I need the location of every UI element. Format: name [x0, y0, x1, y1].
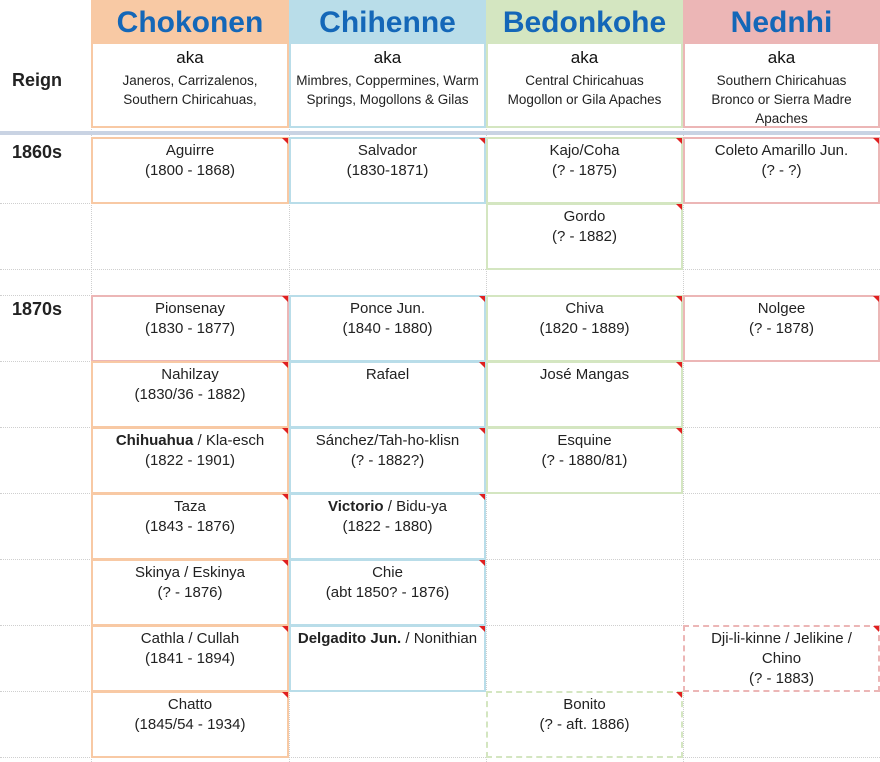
leader-dates: (? - 1883) — [748, 670, 815, 687]
comment-marker-icon — [676, 204, 682, 210]
group-title-chihenne: Chihenne — [289, 0, 486, 44]
leader-name: Sánchez/Tah-ho-klisn — [315, 432, 460, 449]
leader-name: José Mangas — [539, 366, 630, 383]
group-desc-line: Central Chiricahuas — [525, 73, 644, 88]
leader-name-rest: / Nonithian — [401, 630, 478, 647]
group-desc-line: Janeros, Carrizalenos, — [122, 73, 258, 88]
comment-marker-icon — [282, 138, 288, 144]
group-desc-line: Bronco or Sierra Madre — [711, 92, 852, 107]
leader-name: Dji-li-kinne / Jelikine / — [711, 630, 852, 647]
decade-label-1870s: 1870s — [12, 299, 63, 319]
leader-name: Nolgee — [757, 300, 806, 317]
leader-name: Chie — [372, 564, 403, 581]
leader-cell-rafael[interactable] — [289, 361, 486, 428]
leader-cell-chatto[interactable] — [91, 691, 289, 758]
leader-cell-chiva[interactable] — [486, 295, 683, 362]
leader-cell-aguirre[interactable] — [91, 137, 289, 204]
leader-cell-chie[interactable] — [289, 559, 486, 626]
leader-cell-gordo[interactable] — [486, 203, 683, 270]
leader-name-bold: Victorio — [328, 498, 384, 515]
leader-name: Aguirre — [165, 142, 215, 159]
leader-cell-coleto[interactable] — [683, 137, 880, 204]
leader-name-bold: Delgadito Jun. — [297, 630, 402, 647]
leader-name — [291, 497, 484, 517]
leader-cell-salvador[interactable] — [289, 137, 486, 204]
group-title-chokonen: Chokonen — [91, 0, 289, 44]
leader-dates: (1820 - 1889) — [539, 320, 630, 337]
leader-dates: (? - 1882) — [551, 228, 618, 245]
leader-cell-jose-mangas[interactable] — [486, 361, 683, 428]
leader-dates: (? - 1882?) — [350, 452, 425, 469]
leader-dates: (1800 - 1868) — [144, 162, 236, 179]
group-desc-line: Mogollon or Gila Apaches — [507, 92, 662, 107]
leader-cell-kajo[interactable] — [486, 137, 683, 204]
leader-name — [93, 431, 287, 451]
leader-dates: (1843 - 1876) — [144, 518, 236, 535]
comment-marker-icon — [479, 626, 485, 632]
leader-name: Pionsenay — [154, 300, 226, 317]
comment-marker-icon — [282, 428, 288, 434]
leader-dates: (1845/54 - 1934) — [134, 716, 246, 733]
leader-dates: (1840 - 1880) — [342, 320, 433, 337]
leader-name: Chiva — [565, 300, 604, 317]
leader-cell-cathla[interactable] — [91, 625, 289, 692]
leader-cell-victorio[interactable] — [289, 493, 486, 560]
leader-dates: (1830 - 1877) — [144, 320, 236, 337]
leader-name: Rafael — [365, 366, 410, 383]
group-info-chokonen — [91, 44, 289, 128]
leader-cell-nahilzay[interactable] — [91, 361, 289, 428]
group-info-bedonkohe — [486, 44, 683, 128]
leader-name: Esquine — [557, 432, 612, 449]
comment-marker-icon — [676, 428, 682, 434]
aka-label: aka — [570, 48, 599, 67]
leader-dates: (1830/36 - 1882) — [134, 386, 246, 403]
leader-name: Skinya / Eskinya — [134, 564, 246, 581]
comment-marker-icon — [873, 138, 879, 144]
comment-marker-icon — [282, 296, 288, 302]
leader-name: Kajo/Coha — [549, 142, 620, 159]
leader-name: Cathla / Cullah — [140, 630, 240, 647]
comment-marker-icon — [676, 362, 682, 368]
comment-marker-icon — [479, 494, 485, 500]
leader-name-line2: Chino — [761, 650, 802, 667]
leader-dates: (? - 1875) — [551, 162, 618, 179]
leader-cell-esquine[interactable] — [486, 427, 683, 494]
leader-name-bold: Chihuahua — [115, 432, 194, 449]
group-desc-line: Mimbres, Coppermines, Warm — [296, 73, 479, 88]
comment-marker-icon — [479, 362, 485, 368]
comment-marker-icon — [282, 626, 288, 632]
leader-name: Nahilzay — [161, 366, 219, 383]
leader-dates: (? - ?) — [761, 162, 802, 179]
group-desc-line: Springs, Mogollons & Gilas — [306, 92, 469, 107]
leader-dates: (1822 - 1901) — [144, 452, 236, 469]
leader-name: Coleto Amarillo Jun. — [714, 142, 849, 159]
leader-dates: (? - 1878) — [748, 320, 815, 337]
comment-marker-icon — [676, 296, 682, 302]
group-title-nedhni: Nednhi — [683, 0, 880, 44]
leader-cell-sanchez[interactable] — [289, 427, 486, 494]
group-desc-line: Apaches — [755, 111, 808, 126]
decade-label-1860s: 1860s — [12, 142, 63, 162]
aka-label: aka — [767, 48, 796, 67]
comment-marker-icon — [676, 138, 682, 144]
leader-cell-djilikinne[interactable] — [683, 625, 880, 692]
leader-cell-bonito[interactable] — [486, 691, 683, 758]
leader-cell-delgadito[interactable] — [289, 625, 486, 692]
leader-dates: (? - 1876) — [157, 584, 223, 601]
group-info-nedhni — [683, 44, 880, 128]
leader-name: Bonito — [563, 696, 606, 713]
leader-name-rest: / Kla-esch — [193, 432, 265, 449]
leader-dates: (abt 1850? - 1876) — [325, 584, 450, 601]
leader-cell-ponce[interactable] — [289, 295, 486, 362]
comment-marker-icon — [282, 560, 288, 566]
comment-marker-icon — [873, 296, 879, 302]
comment-marker-icon — [282, 362, 288, 368]
comment-marker-icon — [676, 692, 682, 698]
leader-cell-taza[interactable] — [91, 493, 289, 560]
group-info-chihenne — [289, 44, 486, 128]
comment-marker-icon — [282, 692, 288, 698]
leader-cell-nolgee[interactable] — [683, 295, 880, 362]
leader-dates: (? - 1880/81) — [541, 452, 628, 469]
leader-dates: (1841 - 1894) — [144, 650, 236, 667]
leader-name — [291, 629, 484, 649]
leader-name-rest: / Bidu-ya — [383, 498, 447, 515]
row-label-reign: Reign — [12, 70, 63, 90]
comment-marker-icon — [479, 138, 485, 144]
leader-name: Gordo — [563, 208, 606, 225]
comment-marker-icon — [479, 296, 485, 302]
header-separator — [0, 131, 880, 135]
leader-name: Ponce Jun. — [349, 300, 426, 317]
comment-marker-icon — [479, 560, 485, 566]
comment-marker-icon — [479, 428, 485, 434]
comment-marker-icon — [282, 494, 288, 500]
leader-cell-pionsenay[interactable] — [91, 295, 289, 362]
leader-name: Salvador — [357, 142, 418, 159]
leader-cell-skinya[interactable] — [91, 559, 289, 626]
leader-name: Taza — [174, 498, 206, 515]
leader-dates: (1822 - 1880) — [342, 518, 433, 535]
aka-label: aka — [373, 48, 402, 67]
group-desc-line: Southern Chiricahuas — [716, 73, 847, 88]
leader-dates: (1830-1871) — [346, 162, 429, 179]
leader-dates: (? - aft. 1886) — [539, 716, 630, 733]
group-title-bedonkohe: Bedonkohe — [486, 0, 683, 44]
comment-marker-icon — [873, 626, 879, 632]
leader-cell-chihuahua[interactable] — [91, 427, 289, 494]
leader-name: Chatto — [167, 696, 213, 713]
aka-label: aka — [176, 48, 204, 67]
group-desc-line: Southern Chiricahuas, — [123, 92, 257, 107]
